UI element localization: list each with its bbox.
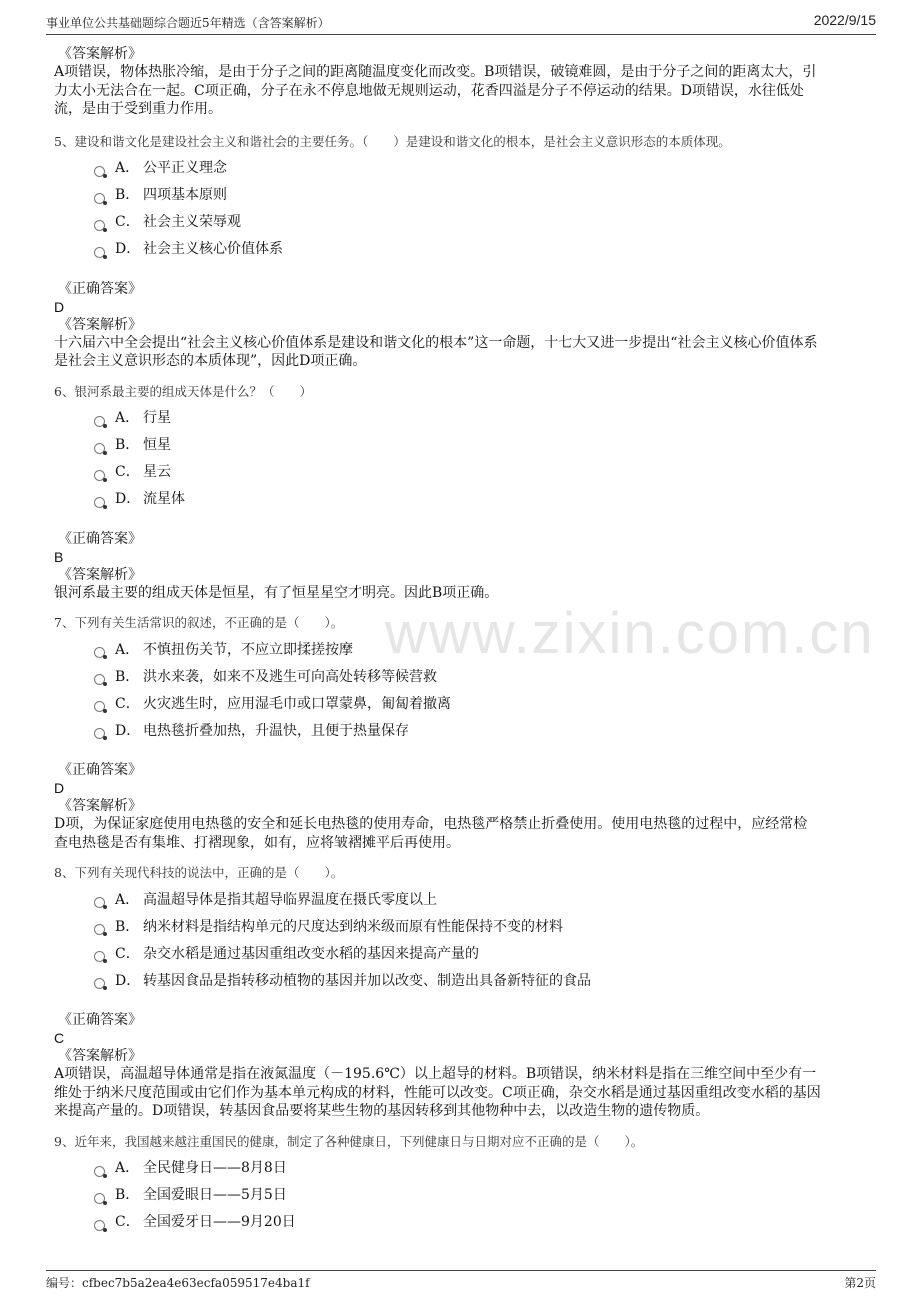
option-letter: A． bbox=[115, 641, 140, 658]
option-letter: D． bbox=[115, 241, 141, 257]
option-b[interactable] bbox=[94, 432, 866, 459]
radio-icon[interactable] bbox=[94, 951, 105, 962]
radio-icon[interactable] bbox=[94, 416, 105, 427]
question-text: 8、下列有关现代科技的说法中，正确的是（ ）。 bbox=[54, 865, 344, 880]
analysis-line: 十六届六中全会提出“社会主义核心价值体系是建设和谐文化的根本”这一命题，十七大又进一步提出“社会主义核心价值体系 bbox=[54, 334, 818, 351]
option-b[interactable] bbox=[94, 1182, 866, 1209]
correct-answer-label: 《正确答案》 bbox=[58, 530, 142, 547]
correct-answer: D bbox=[54, 298, 65, 315]
analysis-label: 《答案解析》 bbox=[58, 1048, 142, 1064]
option-letter: C． bbox=[115, 695, 140, 712]
analysis-line: 查电热毯是否有集堆、打褶现象，如有，应将皱褶摊平后再使用。 bbox=[54, 834, 460, 851]
analysis-label: 《答案解析》 bbox=[58, 316, 142, 333]
option-text: 高温超导体是指其超导临界温度在摄氏零度以上 bbox=[143, 891, 437, 908]
option-letter: A． bbox=[115, 1160, 140, 1176]
option-text: 流星体 bbox=[143, 491, 185, 507]
option-text: 行星 bbox=[143, 410, 171, 426]
option-letter: A． bbox=[115, 891, 140, 908]
page-header bbox=[46, 12, 876, 35]
radio-icon[interactable] bbox=[94, 1193, 105, 1204]
radio-icon[interactable] bbox=[94, 443, 105, 454]
correct-answer: D bbox=[54, 780, 65, 796]
correct-answer-label: 《正确答案》 bbox=[58, 1012, 142, 1028]
option-c[interactable] bbox=[94, 209, 866, 236]
analysis-line: 流，是由于受到重力作用。 bbox=[54, 101, 222, 117]
radio-icon[interactable] bbox=[94, 647, 105, 658]
radio-icon[interactable] bbox=[94, 924, 105, 935]
option-letter: C． bbox=[115, 464, 140, 480]
option-d[interactable] bbox=[94, 236, 866, 263]
option-text: 恒星 bbox=[143, 437, 171, 453]
radio-icon[interactable] bbox=[94, 978, 105, 989]
option-letter: B． bbox=[115, 1187, 140, 1203]
option-letter: B． bbox=[115, 668, 140, 685]
correct-answer: B bbox=[54, 548, 64, 565]
analysis-line: 来提高产量的。D项错误，转基因食品要将某些生物的基因转移到其他物种中去，以改造生物的遗传物质。 bbox=[54, 1103, 710, 1119]
option-c[interactable] bbox=[94, 690, 866, 717]
option-c[interactable] bbox=[94, 940, 866, 967]
option-d[interactable] bbox=[94, 717, 866, 744]
option-b[interactable] bbox=[94, 182, 866, 209]
options-list bbox=[94, 155, 866, 263]
options-list bbox=[94, 636, 866, 744]
option-text: 星云 bbox=[143, 464, 171, 480]
option-letter: D． bbox=[115, 491, 141, 507]
radio-icon[interactable] bbox=[94, 674, 105, 685]
question-text: 6、银河系最主要的组成天体是什么？（ ） bbox=[54, 383, 312, 399]
question-text: 9、近年来，我国越来越注重国民的健康，制定了各种健康日，下列健康日与日期对应不正确的是（ ）。 bbox=[54, 1133, 644, 1149]
question-block bbox=[54, 383, 866, 603]
question-block bbox=[54, 133, 866, 371]
question-block bbox=[54, 614, 866, 852]
option-d[interactable] bbox=[94, 486, 866, 513]
option-letter: D． bbox=[115, 972, 141, 989]
options-list bbox=[94, 405, 866, 513]
correct-answer-label: 《正确答案》 bbox=[58, 762, 142, 778]
option-text: 不慎扭伤关节，不应立即揉搓按摩 bbox=[143, 641, 353, 658]
radio-icon[interactable] bbox=[94, 193, 105, 204]
option-text: 公平正义理念 bbox=[143, 160, 227, 176]
option-d[interactable] bbox=[94, 967, 866, 994]
document-code: 编号：cfbec7b5a2ea4e63ecfa059517e4ba1f bbox=[46, 1276, 310, 1290]
option-b[interactable] bbox=[94, 913, 866, 940]
option-letter: C． bbox=[115, 945, 140, 962]
option-a[interactable] bbox=[94, 1155, 866, 1182]
option-letter: D． bbox=[115, 722, 141, 739]
analysis-label: 《答案解析》 bbox=[58, 46, 142, 62]
option-text: 火灾逃生时，应用湿毛巾或口罩蒙鼻，匍匐着撤离 bbox=[143, 695, 451, 712]
radio-icon[interactable] bbox=[94, 1166, 105, 1177]
question-block bbox=[54, 1133, 866, 1236]
radio-icon[interactable] bbox=[94, 166, 105, 177]
option-b[interactable] bbox=[94, 663, 866, 690]
option-text: 社会主义核心价值体系 bbox=[143, 241, 283, 257]
answer-analysis-block bbox=[54, 45, 866, 119]
analysis-line: 力太小无法合在一起。C项正确，分子在永不停息地做无规则运动，花香四溢是分子不停运动的结果。D项错误，水往低处 bbox=[54, 82, 804, 99]
option-letter: C． bbox=[115, 1214, 140, 1230]
page-number: 第2页 bbox=[844, 1276, 876, 1290]
option-letter: A． bbox=[115, 160, 140, 176]
option-text: 全国爱眼日——5月5日 bbox=[143, 1187, 287, 1203]
radio-icon[interactable] bbox=[94, 220, 105, 231]
analysis-line: A项错误，物体热胀冷缩，是由于分子之间的距离随温度变化而改变。B项错误，破镜难圆，是由于分子之间的距离太大，引 bbox=[54, 64, 817, 80]
option-c[interactable] bbox=[94, 1209, 866, 1236]
option-text: 四项基本原则 bbox=[143, 187, 227, 203]
option-text: 电热毯折叠加热，升温快，且便于热量保存 bbox=[143, 722, 409, 739]
option-text: 洪水来袭，如来不及逃生可向高处转移等候营救 bbox=[143, 668, 437, 685]
option-c[interactable] bbox=[94, 459, 866, 486]
radio-icon[interactable] bbox=[94, 497, 105, 508]
correct-answer-label: 《正确答案》 bbox=[58, 280, 142, 297]
options-list bbox=[94, 1155, 866, 1236]
option-text: 纳米材料是指结构单元的尺度达到纳米级而原有性能保持不变的材料 bbox=[143, 918, 563, 935]
question-text: 5、建设和谐文化是建设社会主义和谐社会的主要任务。（ ）是建设和谐文化的根本，是社会主义意识形态的本质体现。 bbox=[54, 133, 731, 149]
option-text: 转基因食品是指转移动植物的基因并加以改变、制造出具备新特征的食品 bbox=[143, 972, 591, 989]
analysis-label: 《答案解析》 bbox=[58, 566, 142, 583]
option-letter: B． bbox=[115, 437, 140, 453]
header-date: 2022/9/15 bbox=[813, 12, 876, 28]
question-block bbox=[54, 864, 866, 1121]
option-a[interactable] bbox=[94, 155, 866, 182]
page-footer bbox=[46, 1270, 876, 1291]
option-letter: B． bbox=[115, 918, 140, 935]
radio-icon[interactable] bbox=[94, 1220, 105, 1231]
analysis-line: 维处于纳米尺度范围或由它们作为基本单元构成的材料，性能可以改变。C项正确，杂交水稻是通过基因重组改变水稻的基因 bbox=[54, 1084, 821, 1101]
option-letter: C． bbox=[115, 214, 140, 230]
analysis-line: D项，为保证家庭使用电热毯的安全和延长电热毯的使用寿命，电热毯严格禁止折叠使用。使用电热毯的过程中，应经常检 bbox=[54, 816, 808, 832]
correct-answer: C bbox=[54, 1030, 65, 1046]
option-text: 社会主义荣辱观 bbox=[143, 214, 241, 230]
analysis-line: A项错误，高温超导体通常是指在液氮温度（－195.6℃）以上超导的材料。B项错误，纳米材料是指在三维空间中至少有一 bbox=[54, 1066, 817, 1082]
analysis-line: 银河系最主要的组成天体是恒星，有了恒星星空才明亮。因此B项正确。 bbox=[54, 584, 499, 601]
option-a[interactable] bbox=[94, 636, 866, 663]
option-letter: A． bbox=[115, 410, 140, 426]
radio-icon[interactable] bbox=[94, 897, 105, 908]
watermark: www.zixin.com.cn bbox=[385, 601, 875, 666]
radio-icon[interactable] bbox=[94, 247, 105, 258]
question-text: 7、下列有关生活常识的叙述，不正确的是（ ）。 bbox=[54, 615, 344, 630]
radio-icon[interactable] bbox=[94, 701, 105, 712]
analysis-label: 《答案解析》 bbox=[58, 798, 142, 814]
option-a[interactable] bbox=[94, 886, 866, 913]
option-a[interactable] bbox=[94, 405, 866, 432]
radio-icon[interactable] bbox=[94, 728, 105, 739]
option-text: 全民健身日——8月8日 bbox=[143, 1160, 287, 1176]
options-list bbox=[94, 886, 866, 994]
option-letter: B． bbox=[115, 187, 140, 203]
document-title: 事业单位公共基础题综合题近5年精选（含答案解析） bbox=[46, 16, 330, 30]
analysis-line: 是社会主义意识形态的本质体现”，因此D项正确。 bbox=[54, 353, 367, 369]
option-text: 全国爱牙日——9月20日 bbox=[143, 1214, 296, 1230]
radio-icon[interactable] bbox=[94, 470, 105, 481]
option-text: 杂交水稻是通过基因重组改变水稻的基因来提高产量的 bbox=[143, 945, 479, 962]
document-body bbox=[54, 45, 866, 1236]
